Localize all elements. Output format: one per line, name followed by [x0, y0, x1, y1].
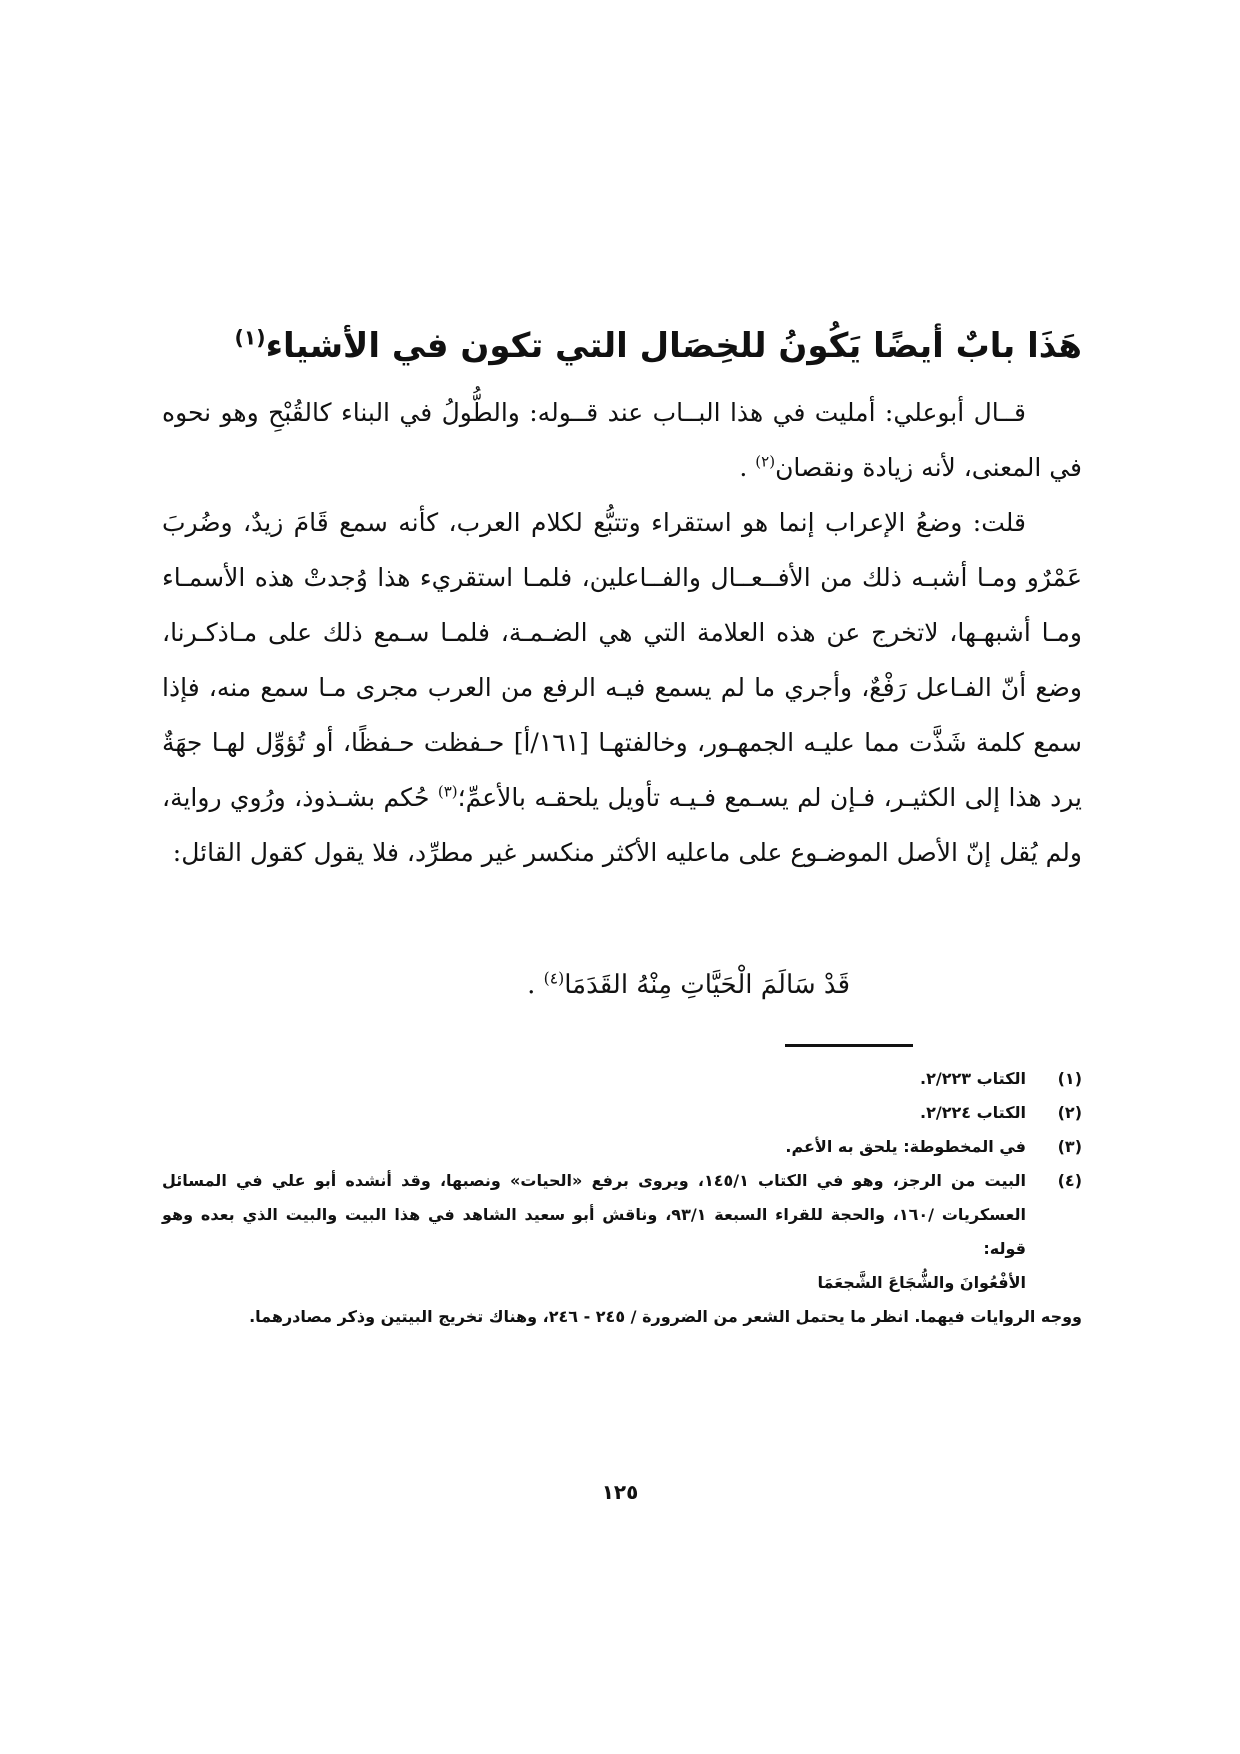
footnote-text: البيت من الرجز، وهو في الكتاب ١٤٥/١، ويروى برفع «الحيات» ونصبها، وقد أنشده أبو علي في المسائل العسكريات /١٦٠، والحجة للقراء السبعة ٩٣/١، وناقش أبو سعيد الشاهد في هذا البيت والبيت الذي بعده وهو قوله:	[162, 1171, 1026, 1258]
paragraph-1-text: قــال أبوعلي: أمليت في هذا البــاب عند قــوله: والطُّولُ في البناء كالقُبْحِ وهو نحوه في المعنى، لأنه زيادة ونقصان	[162, 398, 1082, 482]
paragraph-2-text-b: حُكم بشـذوذ، ورُوي رواية، ولم يُقل إنّ الأصل الموضـوع على ماعليه الأكثر منكسر غير مطرِّد، فلا يقول كقول القائل:	[162, 783, 1082, 867]
footnote-text: في المخطوطة: يلحق به الأعم.	[785, 1137, 1026, 1156]
footnote-ref-3: (٣)	[437, 782, 458, 801]
page-number: ١٢٥	[601, 1480, 639, 1504]
chapter-heading-text: هَذَا بابٌ أيضًا يَكُونُ للخِصَال التي تكون في الأشياء	[265, 326, 1082, 366]
footnote-number: (٣)	[1057, 1137, 1082, 1156]
footnote-text: الكتاب ٢/٢٢٤.	[920, 1103, 1026, 1122]
poetry-verse	[527, 960, 850, 1010]
footnote-body	[162, 1164, 1026, 1300]
footnote-number: (١)	[1057, 1069, 1082, 1088]
footnote-4-continuation: ووجه الروايات فيهما. انظر ما يحتمل الشعر من الضرورة / ٢٤٥ - ٢٤٦، وهناك تخريج البيتين وذكر مصادرهما.	[249, 1307, 1082, 1326]
paragraph-2-text-a: قلت: وضعُ الإعراب إنما هو استقراء وتتبُّع لكلام العرب، كأنه سمع قَامَ زيدٌ، وضُربَ عَمْرٌو ومـا أشبـه ذلك من الأفــعــال والفــاعلين، فلمـا استقريء هذا وُجدتْ هذه الأسمـاء ومـا أشبهـها، لاتخرج عن هذه العلامة التي هي الضـمـة، فلمـا سـمع ذلك على مـاذكـرنا، وضع أنّ الفـاعل رَفْعٌ، وأجري ما لم يسمع فيـه الرفع من العرب مجرى مـا سمع منه، فإذا سمع كلمة شَذَّت مما عليـه الجمهـور، وخالفتهـا [١٦١/أ] حـفظت حـفظًا، أو تُؤوِّل لهـا جهَةٌ يرد هذا إلى الكثيـر، فـإن لم يسـمع فـيـه تأويل يلحقـه بالأعمِّ؛	[162, 508, 1082, 812]
poetry-verse-text: قَدْ سَالَمَ الْحَيَّاتِ مِنْهُ القَدَمَا	[564, 970, 850, 1000]
poetry-verse-end: .	[527, 970, 544, 1000]
footnote-3	[162, 1130, 1082, 1164]
footnote-separator	[785, 1044, 913, 1047]
footnote-number: (٤)	[1057, 1171, 1082, 1190]
footnote-ref-4: (٤)	[543, 969, 565, 988]
footnote-verse: الأفْعُوانَ والشُّجَاعَ الشَّجعَمَا	[817, 1273, 1026, 1292]
footnotes	[162, 1062, 1082, 1334]
footnote-ref-2: (٢)	[755, 452, 776, 471]
footnote-number: (٢)	[1057, 1103, 1082, 1122]
chapter-heading	[152, 318, 1082, 374]
paragraph-1	[162, 385, 1082, 495]
footnote-ref-1: (١)	[234, 325, 266, 350]
footnote-4	[162, 1164, 1082, 1300]
paragraph-2	[162, 495, 1082, 880]
footnote-1	[162, 1062, 1082, 1096]
main-text	[162, 385, 1082, 880]
paragraph-1-end: .	[739, 453, 756, 482]
footnote-text: الكتاب ٢/٢٢٣.	[920, 1069, 1026, 1088]
footnote-2	[162, 1096, 1082, 1130]
